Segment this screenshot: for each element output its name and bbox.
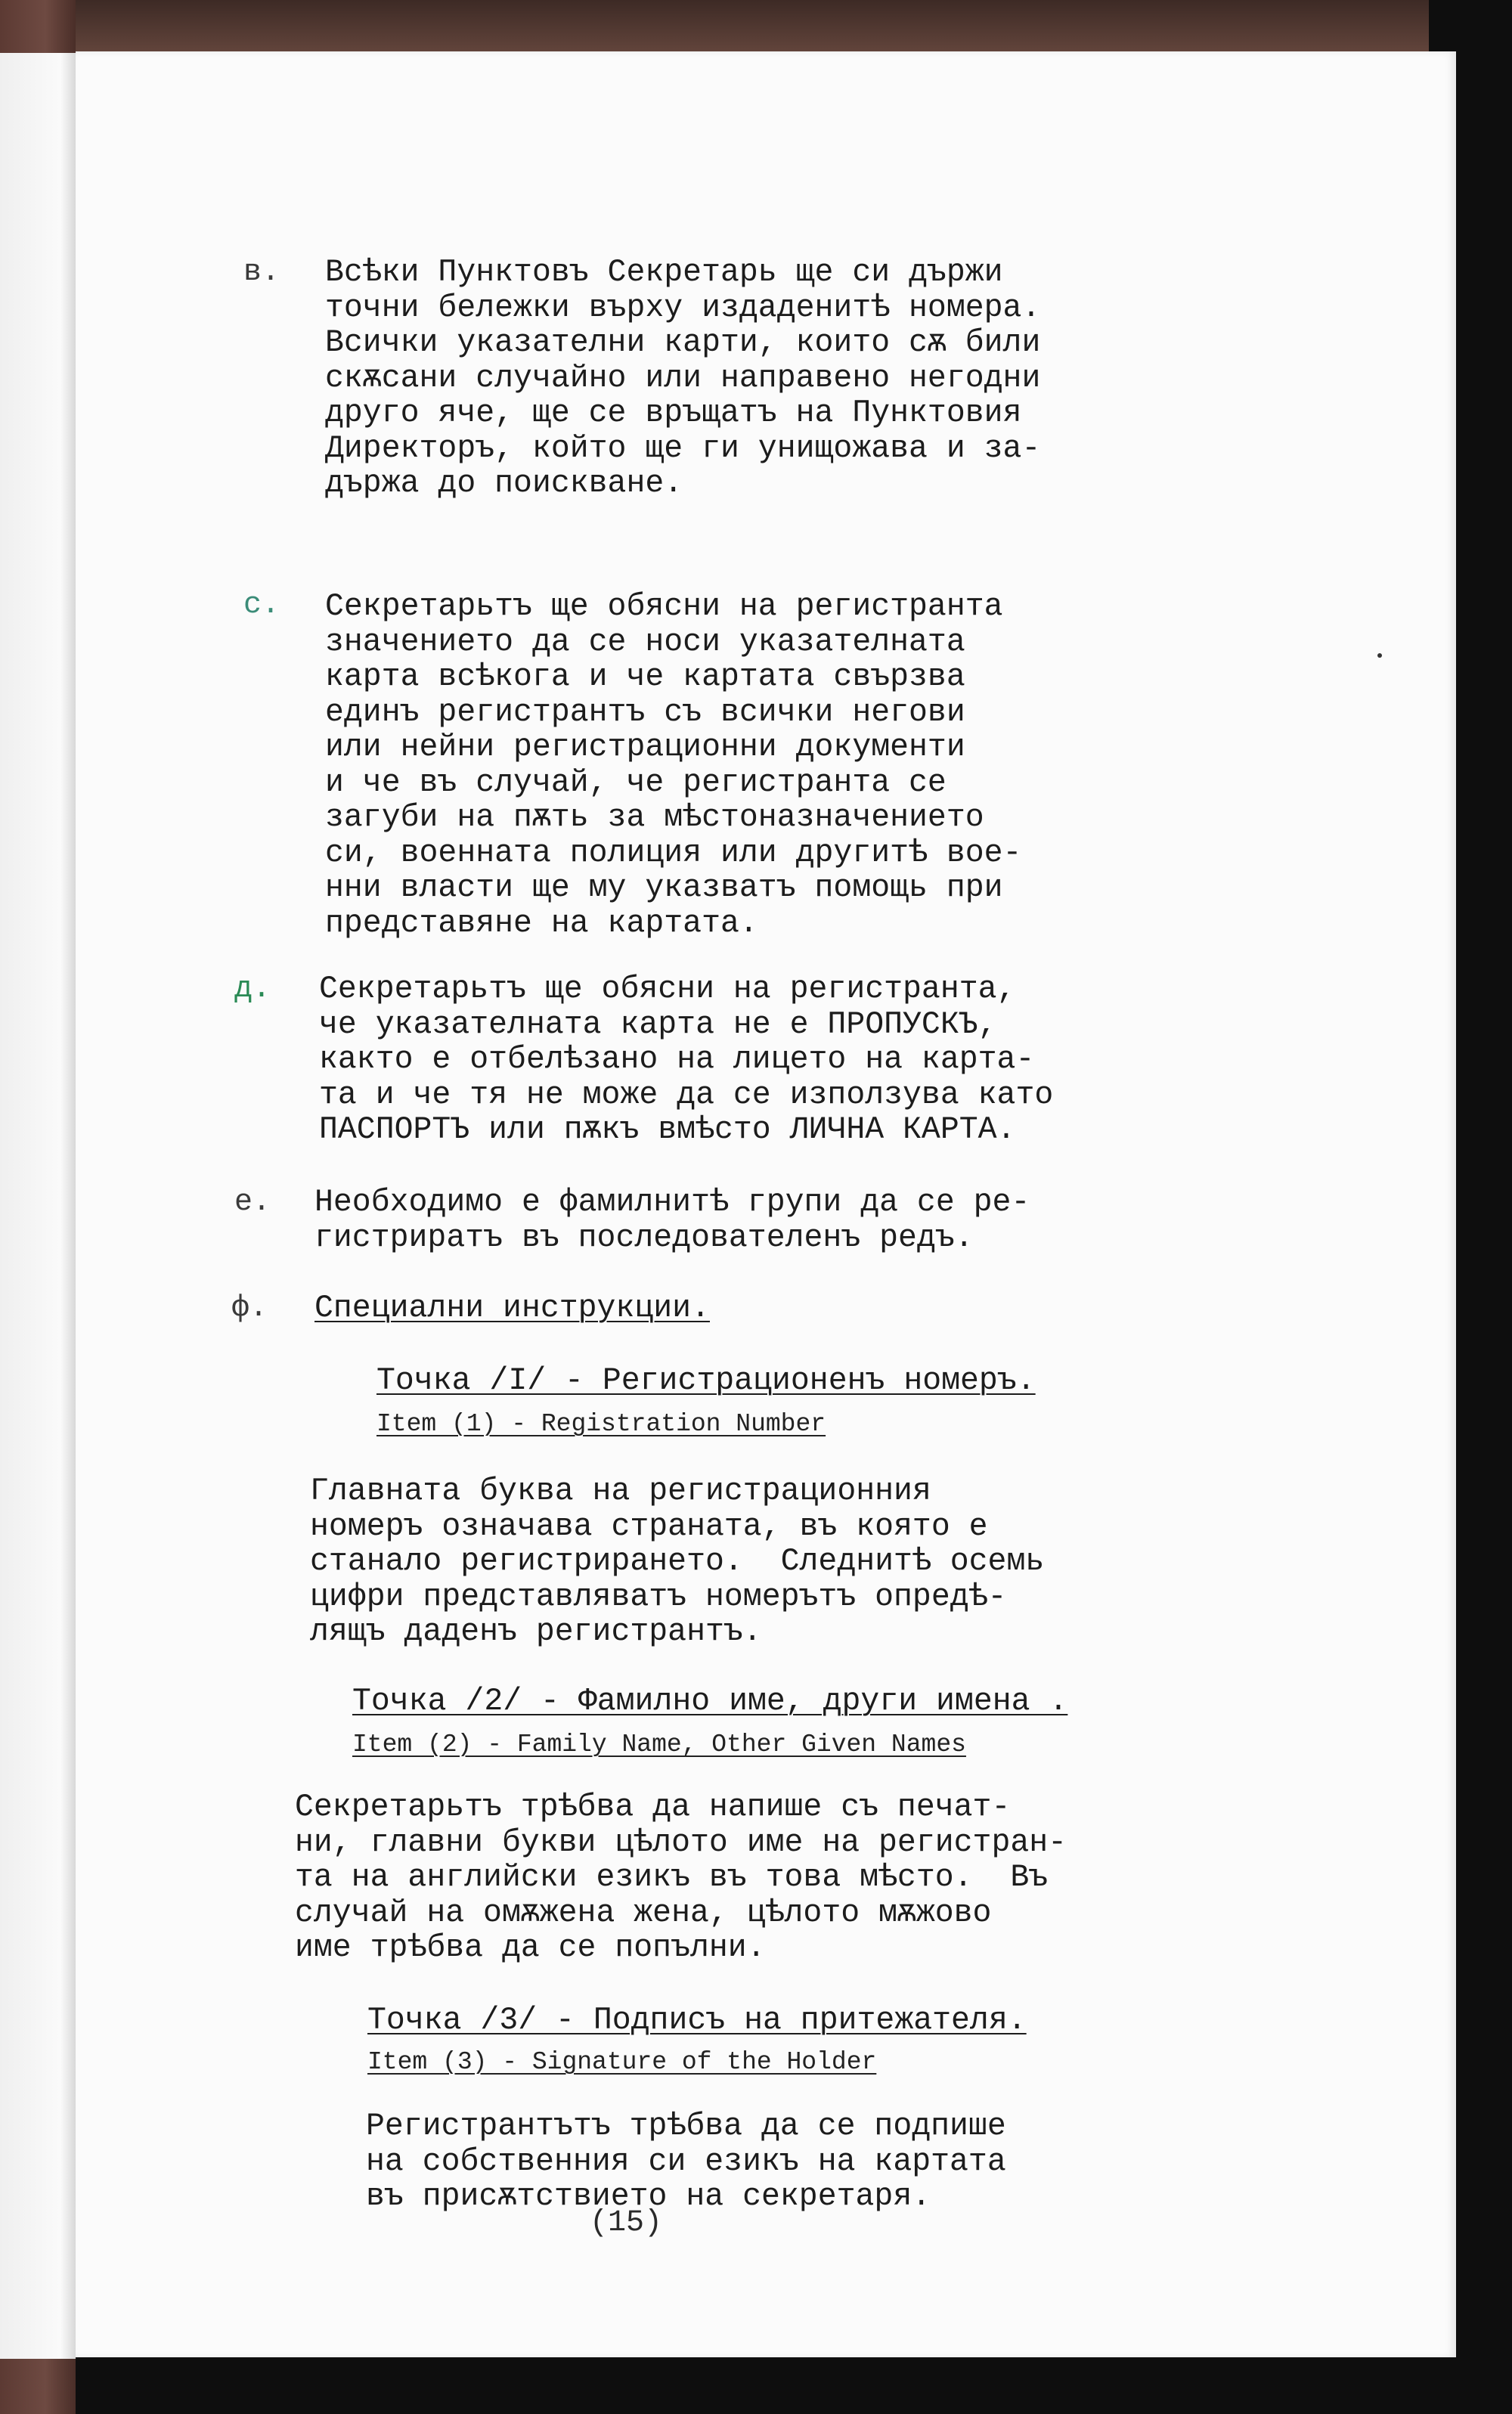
section-c-text: Секретарьтъ ще обясни на регистранта значението да се носи указателната карта всѣкога и че картата свързва единъ регистрантъ съ всички негови или нейни регистрационни документи и че въ случай, че регистранта се загуби на пѫть за мѣстоназначението си, военната полиция или другитѣ вое- нни власти ще му указватъ помощь при представяне на картата. <box>325 589 1022 941</box>
special-instructions-heading: Специални инструкции. <box>314 1291 710 1326</box>
item-1-text: Главната буква на регистрационния номеръ означава страната, въ която е станало регистрирането. Следнитѣ осемь цифри представляватъ номерътъ опредѣ- лящъ даденъ регистрантъ. <box>310 1474 1045 1650</box>
section-marker-d: д. <box>234 972 271 1006</box>
left-page-edge <box>0 53 76 2359</box>
section-marker-c: с. <box>243 588 280 622</box>
section-d-text: Секретарьтъ ще обясни на регистранта, че указателната карта не е ПРОПУСКЪ, както е отбелѣзано на лицето на карта- та и че тя не може да се използува като ПАСПОРТЪ или пѫкъ вмѣсто ЛИЧНА КАРТА. <box>319 971 1054 1148</box>
document-page <box>76 51 1456 2357</box>
section-v-text: Всѣки Пунктовъ Секретарь ще си държи точни бележки върху издаденитѣ номера. Всички указателни карти, които сѫ били скѫсани случайно или направено негодни друго яче, ще се връщатъ на Пунктовия Директоръ, който ще ги унищожава и за- държа до поискване. <box>325 255 1041 501</box>
item-2-subtitle: Item (2) - Family Name, Other Given Names <box>352 1731 966 1759</box>
section-marker-e: е. <box>234 1185 271 1219</box>
item-3-title: Точка /3/ - Подписъ на притежателя. <box>367 2003 1027 2038</box>
item-2-text: Секретарьтъ трѣбва да напише съ печат- ни, главни букви цѣлото име на регистран- та на английски езикъ въ това мѣсто. Въ случай на омѫжена жена, цѣлото мѫжово име трѣбва да се попълни. <box>295 1790 1067 1966</box>
item-3-text: Регистрантътъ трѣбва да се подпише на собственния си езикъ на картата въ присѫтствието на секретаря. <box>366 2109 1006 2214</box>
page-number: (15) <box>590 2206 663 2240</box>
item-1-title: Точка /I/ - Регистрационенъ номеръ. <box>376 1363 1036 1399</box>
section-marker-v: в. <box>243 256 280 290</box>
item-1-subtitle: Item (1) - Registration Number <box>376 1410 826 1438</box>
section-marker-f: ф. <box>231 1291 268 1325</box>
ink-speck <box>1377 653 1382 658</box>
section-e-text: Необходимо е фамилнитѣ групи да се ре- гистриратъ въ последователенъ редъ. <box>314 1185 1030 1256</box>
item-2-title: Точка /2/ - Фамилно име, други имена . <box>352 1684 1068 1719</box>
item-3-subtitle: Item (3) - Signature of the Holder <box>367 2048 877 2076</box>
